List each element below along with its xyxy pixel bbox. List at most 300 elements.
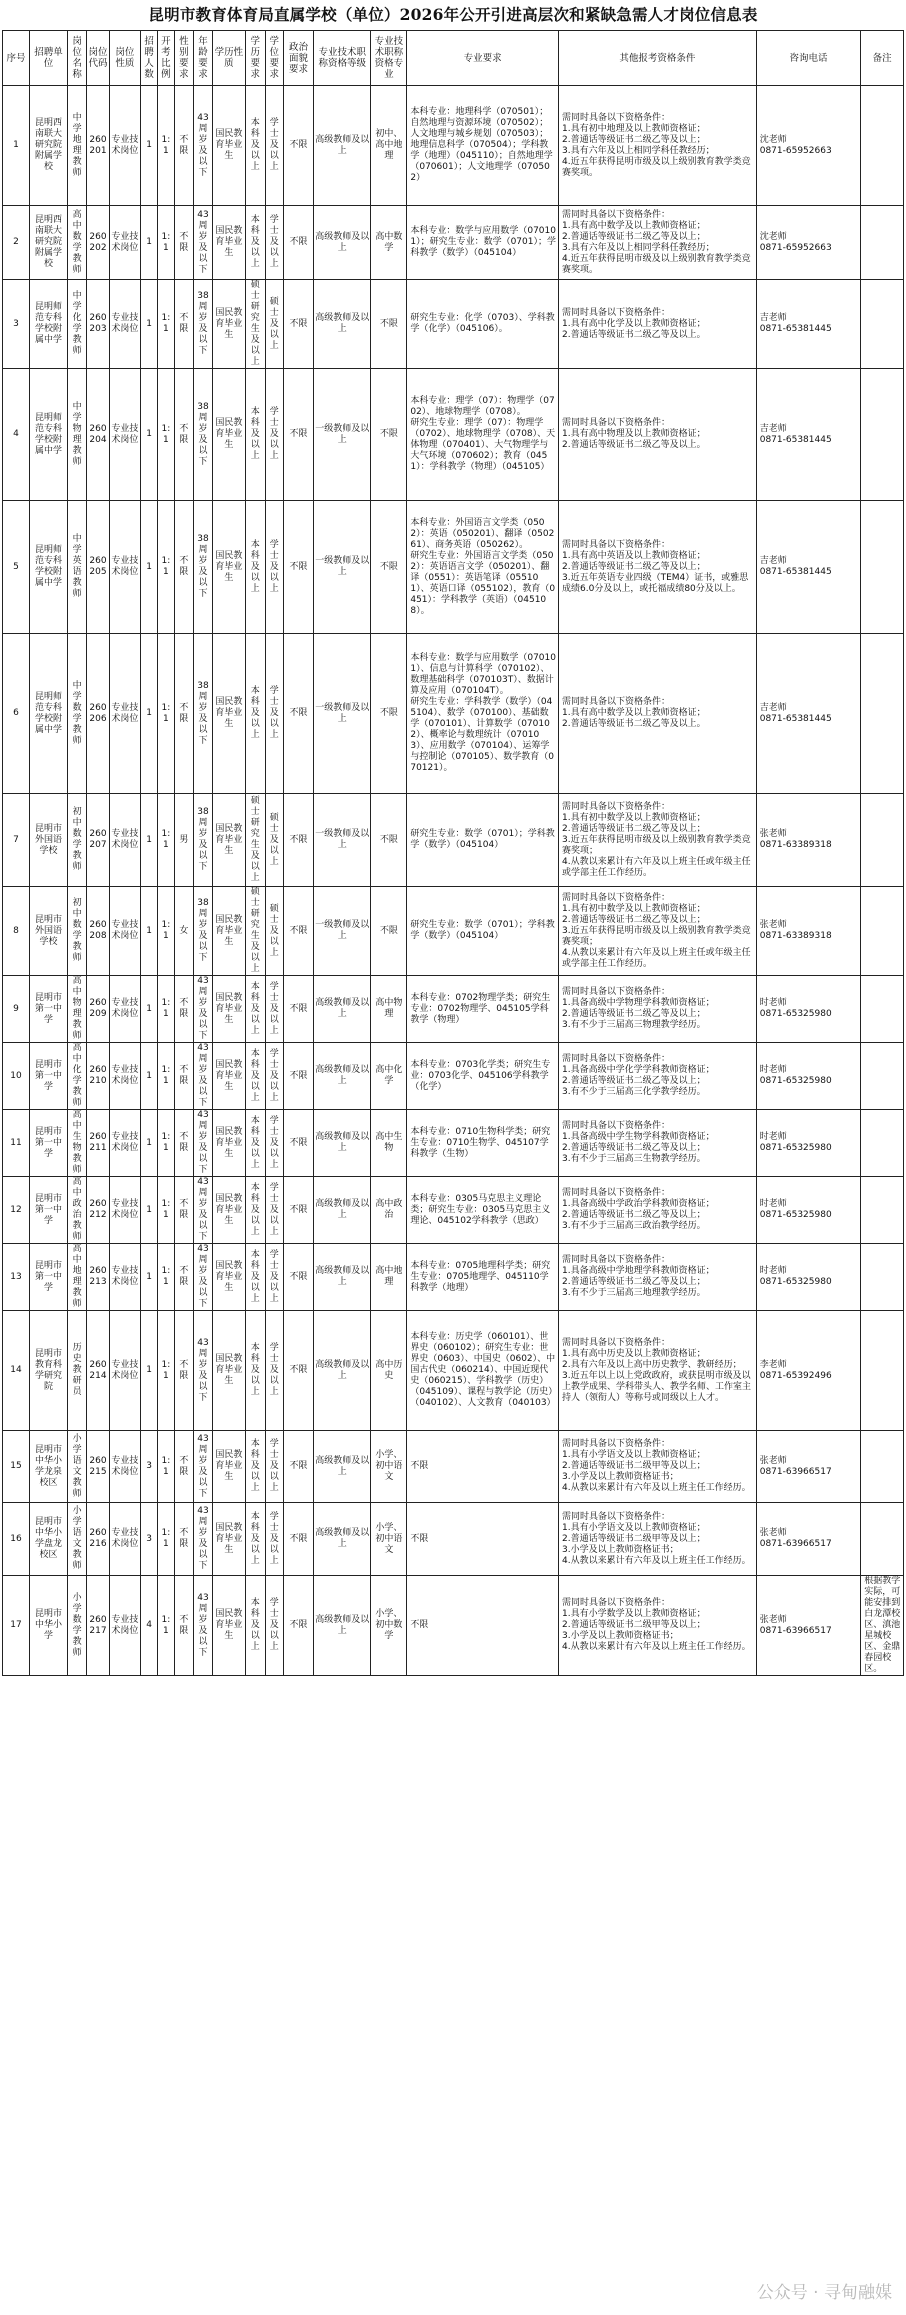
cell-degree: 学士及以上 <box>265 369 283 501</box>
cell-other: 需同时具备以下资格条件： 1.具备高级中学生物学科教师资格证； 2.普通话等级证书二级乙等及以上； 3.有不少于三届高三生物教学经历。 <box>559 1110 757 1177</box>
cell-post: 小学语文教师 <box>68 1503 87 1576</box>
cell-post: 高中化学教师 <box>68 1043 87 1110</box>
cell-political: 不限 <box>283 1503 313 1576</box>
cell-title-major: 不限 <box>371 369 407 501</box>
cell-nature: 专业技术岗位 <box>109 794 140 887</box>
cell-other: 需同时具备以下资格条件： 1.具有高中数学及以上教师资格证； 2.普通话等级证书二级乙等及以上； 3.具有六年及以上相同学科任教经历； 4.近五年获得昆明市级及以上级别教育教学类竞赛奖项。 <box>559 206 757 280</box>
cell-code: 260207 <box>87 794 109 887</box>
cell-edu-type: 国民教育毕业生 <box>213 794 246 887</box>
cell-other: 需同时具备以下资格条件： 1.具有高中英语及以上教师资格证； 2.普通话等级证书二级乙等及以上； 3.近五年英语专业四级（TEM4）证书，或雅思成绩6.0分及以上，或托福成绩80分及以上。 <box>559 501 757 634</box>
cell-edu: 本科及以上 <box>245 634 265 794</box>
cell-edu: 本科及以上 <box>245 1576 265 1676</box>
cell-code: 260208 <box>87 887 109 976</box>
cell-age: 38周岁及以下 <box>193 369 212 501</box>
cell-no: 11 <box>3 1110 30 1177</box>
cell-phone: 时老师 0871-65325980 <box>756 1244 860 1311</box>
cell-nature: 专业技术岗位 <box>109 1244 140 1311</box>
cell-other: 需同时具备以下资格条件： 1.具有小学语文及以上教师资格证； 2.普通话等级证书二级甲等及以上； 3.小学及以上教师资格证书； 4.从教以来累计有六年及以上班主任工作经历。 <box>559 1431 757 1503</box>
cell-age: 43周岁及以下 <box>193 86 212 206</box>
cell-ratio: 1:1 <box>158 1043 175 1110</box>
cell-post: 高中地理教师 <box>68 1244 87 1311</box>
cell-code: 260217 <box>87 1576 109 1676</box>
cell-nature: 专业技术岗位 <box>109 369 140 501</box>
cell-title-level: 高级教师及以上 <box>314 1431 371 1503</box>
cell-title-level: 高级教师及以上 <box>314 1177 371 1244</box>
cell-other: 需同时具备以下资格条件： 1.具备高级中学物理学科教师资格证； 2.普通话等级证书二级乙等及以上； 3.有不少于三届高三物理教学经历。 <box>559 976 757 1043</box>
cell-post: 高中生物教师 <box>68 1110 87 1177</box>
cell-no: 5 <box>3 501 30 634</box>
cell-gender: 不限 <box>174 1576 193 1676</box>
cell-unit: 昆明师范专科学校附属中学 <box>29 280 67 369</box>
cell-title-major: 小学、初中语文 <box>371 1431 407 1503</box>
cell-title-major: 高中历史 <box>371 1311 407 1431</box>
cell-edu: 本科及以上 <box>245 1431 265 1503</box>
table-row <box>3 1110 904 1177</box>
cell-political: 不限 <box>283 976 313 1043</box>
column-header: 学历性质 <box>213 31 246 86</box>
cell-gender: 不限 <box>174 1503 193 1576</box>
cell-phone: 吉老师 0871-65381445 <box>756 280 860 369</box>
cell-other: 需同时具备以下资格条件： 1.具有小学数学及以上教师资格证； 2.普通话等级证书二级甲等及以上； 3.小学及以上教师资格证书； 4.从教以来累计有六年及以上班主任工作经历。 <box>559 1576 757 1676</box>
cell-title-level: 高级教师及以上 <box>314 86 371 206</box>
cell-gender: 不限 <box>174 1311 193 1431</box>
cell-title-level: 高级教师及以上 <box>314 1244 371 1311</box>
cell-code: 260213 <box>87 1244 109 1311</box>
cell-phone: 吉老师 0871-65381445 <box>756 369 860 501</box>
cell-remark <box>861 280 904 369</box>
cell-remark <box>861 1110 904 1177</box>
cell-gender: 不限 <box>174 1177 193 1244</box>
cell-gender: 男 <box>174 794 193 887</box>
cell-ratio: 1:1 <box>158 1431 175 1503</box>
cell-unit: 昆明市第一中学 <box>29 1244 67 1311</box>
cell-no: 1 <box>3 86 30 206</box>
column-header: 招聘单位 <box>29 31 67 86</box>
cell-edu: 硕士研究生及以上 <box>245 887 265 976</box>
column-header: 专业技术职称资格等级 <box>314 31 371 86</box>
column-header: 开考比例 <box>158 31 175 86</box>
cell-no: 12 <box>3 1177 30 1244</box>
cell-ratio: 1:1 <box>158 369 175 501</box>
cell-political: 不限 <box>283 86 313 206</box>
cell-unit: 昆明西南联大研究院附属学校 <box>29 206 67 280</box>
cell-title-major: 不限 <box>371 280 407 369</box>
cell-phone: 张老师 0871-63966517 <box>756 1431 860 1503</box>
cell-code: 260214 <box>87 1311 109 1431</box>
cell-title-level: 高级教师及以上 <box>314 1503 371 1576</box>
cell-unit: 昆明市中华小学盘龙校区 <box>29 1503 67 1576</box>
cell-edu-type: 国民教育毕业生 <box>213 1244 246 1311</box>
cell-code: 260202 <box>87 206 109 280</box>
cell-unit: 昆明市第一中学 <box>29 1043 67 1110</box>
cell-degree: 学士及以上 <box>265 1311 283 1431</box>
cell-gender: 不限 <box>174 369 193 501</box>
cell-degree: 学士及以上 <box>265 86 283 206</box>
cell-edu: 硕士研究生及以上 <box>245 280 265 369</box>
cell-code: 260210 <box>87 1043 109 1110</box>
cell-no: 15 <box>3 1431 30 1503</box>
cell-count: 1 <box>141 369 158 501</box>
cell-ratio: 1:1 <box>158 1503 175 1576</box>
cell-no: 14 <box>3 1311 30 1431</box>
cell-ratio: 1:1 <box>158 887 175 976</box>
cell-post: 历史教研员 <box>68 1311 87 1431</box>
cell-gender: 不限 <box>174 1110 193 1177</box>
cell-edu-type: 国民教育毕业生 <box>213 1110 246 1177</box>
column-header: 序号 <box>3 31 30 86</box>
cell-title-major: 不限 <box>371 501 407 634</box>
cell-title-level: 一级教师及以上 <box>314 794 371 887</box>
cell-phone: 时老师 0871-65325980 <box>756 976 860 1043</box>
cell-code: 260216 <box>87 1503 109 1576</box>
cell-phone: 沈老师 0871-65952663 <box>756 206 860 280</box>
cell-title-major: 不限 <box>371 887 407 976</box>
cell-nature: 专业技术岗位 <box>109 1503 140 1576</box>
cell-phone: 张老师 0871-63966517 <box>756 1503 860 1576</box>
cell-title-major: 高中地理 <box>371 1244 407 1311</box>
cell-post: 初中数学教师 <box>68 794 87 887</box>
cell-title-major: 高中生物 <box>371 1110 407 1177</box>
cell-edu: 硕士研究生及以上 <box>245 794 265 887</box>
cell-title-level: 一级教师及以上 <box>314 634 371 794</box>
cell-remark <box>861 887 904 976</box>
cell-remark <box>861 634 904 794</box>
cell-degree: 学士及以上 <box>265 1177 283 1244</box>
cell-edu: 本科及以上 <box>245 206 265 280</box>
cell-no: 7 <box>3 794 30 887</box>
cell-phone: 沈老师 0871-65952663 <box>756 86 860 206</box>
cell-post: 高中数学教师 <box>68 206 87 280</box>
cell-unit: 昆明市教育科学研究院 <box>29 1311 67 1431</box>
cell-unit: 昆明市外国语学校 <box>29 794 67 887</box>
cell-political: 不限 <box>283 1177 313 1244</box>
cell-unit: 昆明市中华小学龙泉校区 <box>29 1431 67 1503</box>
cell-major: 本科专业：历史学（060101）、世界史（060102）；研究生专业：世界史（0603）、中国史（0602）、中国古代史（060214）、中国近现代史（060215）、学科教学（历史）（045109）、课程与教学论（历史）（040102）、人文教育（040103） <box>407 1311 559 1431</box>
cell-edu: 本科及以上 <box>245 976 265 1043</box>
cell-edu: 本科及以上 <box>245 1177 265 1244</box>
cell-title-major: 高中物理 <box>371 976 407 1043</box>
cell-other: 需同时具备以下资格条件： 1.具有高中历史及以上教师资格证； 2.具有六年及以上高中历史教学、教研经历； 3.近五年以上以上党政政府，或获昆明市级及以上教学成果、学科带头人、教学名师、工作室主持人（领衔人）等称号或同级以上人才。 <box>559 1311 757 1431</box>
cell-age: 43周岁及以下 <box>193 1311 212 1431</box>
cell-major: 本科专业：0305马克思主义理论类；研究生专业：0305马克思主义理论、045102学科教学（思政） <box>407 1177 559 1244</box>
cell-other: 需同时具备以下资格条件： 1.具备高级中学政治学科教师资格证； 2.普通话等级证书二级乙等及以上； 3.有不少于三届高三政治教学经历。 <box>559 1177 757 1244</box>
cell-edu-type: 国民教育毕业生 <box>213 280 246 369</box>
cell-nature: 专业技术岗位 <box>109 1431 140 1503</box>
column-header: 学位要求 <box>265 31 283 86</box>
cell-major: 本科专业：地理科学（070501）；自然地理与资源环境（070502）；人文地理与城乡规划（070503）；地理信息科学（070504）；学科教学（地理）（045110）；自然地理学（070601）；人文地理学（070502） <box>407 86 559 206</box>
cell-political: 不限 <box>283 501 313 634</box>
cell-degree: 学士及以上 <box>265 976 283 1043</box>
table-row <box>3 1431 904 1503</box>
cell-major: 不限 <box>407 1576 559 1676</box>
cell-edu-type: 国民教育毕业生 <box>213 634 246 794</box>
cell-count: 1 <box>141 86 158 206</box>
column-header: 政治面貌要求 <box>283 31 313 86</box>
cell-edu: 本科及以上 <box>245 1043 265 1110</box>
column-header: 年龄要求 <box>193 31 212 86</box>
cell-count: 1 <box>141 794 158 887</box>
cell-post: 中学英语教师 <box>68 501 87 634</box>
table-row <box>3 1503 904 1576</box>
cell-edu: 本科及以上 <box>245 369 265 501</box>
cell-age: 43周岁及以下 <box>193 1110 212 1177</box>
cell-gender: 不限 <box>174 206 193 280</box>
cell-count: 4 <box>141 1576 158 1676</box>
cell-remark <box>861 1177 904 1244</box>
cell-degree: 学士及以上 <box>265 1431 283 1503</box>
table-row <box>3 1576 904 1676</box>
cell-degree: 学士及以上 <box>265 1244 283 1311</box>
cell-political: 不限 <box>283 280 313 369</box>
cell-age: 43周岁及以下 <box>193 1503 212 1576</box>
cell-major: 研究生专业：数学（0701）；学科教学（数学）（045104） <box>407 887 559 976</box>
cell-count: 3 <box>141 1431 158 1503</box>
cell-nature: 专业技术岗位 <box>109 1576 140 1676</box>
cell-title-major: 小学、初中语文 <box>371 1503 407 1576</box>
cell-degree: 学士及以上 <box>265 1576 283 1676</box>
cell-code: 260204 <box>87 369 109 501</box>
cell-unit: 昆明市第一中学 <box>29 1177 67 1244</box>
table-row <box>3 1311 904 1431</box>
cell-age: 43周岁及以下 <box>193 1043 212 1110</box>
cell-age: 38周岁及以下 <box>193 501 212 634</box>
cell-ratio: 1:1 <box>158 206 175 280</box>
column-header: 学历要求 <box>245 31 265 86</box>
cell-gender: 不限 <box>174 634 193 794</box>
cell-count: 1 <box>141 1177 158 1244</box>
cell-count: 1 <box>141 206 158 280</box>
cell-remark <box>861 206 904 280</box>
cell-age: 43周岁及以下 <box>193 1244 212 1311</box>
cell-phone: 张老师 0871-63966517 <box>756 1576 860 1676</box>
cell-edu-type: 国民教育毕业生 <box>213 1043 246 1110</box>
cell-count: 1 <box>141 1244 158 1311</box>
cell-remark <box>861 501 904 634</box>
cell-title-major: 初中、高中地理 <box>371 86 407 206</box>
cell-phone: 吉老师 0871-65381445 <box>756 634 860 794</box>
cell-post: 中学地理教师 <box>68 86 87 206</box>
cell-remark <box>861 1311 904 1431</box>
cell-phone: 吉老师 0871-65381445 <box>756 501 860 634</box>
cell-other: 需同时具备以下资格条件： 1.具有高中化学及以上教师资格证； 2.普通话等级证书二级乙等及以上。 <box>559 280 757 369</box>
cell-major: 本科专业：0702物理学类；研究生专业：0702物理学、045105学科教学（物理） <box>407 976 559 1043</box>
watermark: 公众号 · 寻甸融媒 <box>756 2283 892 2303</box>
cell-no: 13 <box>3 1244 30 1311</box>
cell-remark <box>861 1244 904 1311</box>
cell-code: 260212 <box>87 1177 109 1244</box>
cell-phone: 张老师 0871-63389318 <box>756 887 860 976</box>
cell-title-major: 不限 <box>371 634 407 794</box>
cell-edu-type: 国民教育毕业生 <box>213 1576 246 1676</box>
cell-title-level: 高级教师及以上 <box>314 280 371 369</box>
cell-ratio: 1:1 <box>158 1244 175 1311</box>
cell-major: 不限 <box>407 1503 559 1576</box>
cell-code: 260203 <box>87 280 109 369</box>
table-row <box>3 976 904 1043</box>
cell-major: 本科专业：理学（07）：物理学（0702）、地球物理学（0708）。 研究生专业：理学（07）：物理学（0702）、地球物理学（0708）、天体物理（070401）、大气物理学与大气环境（070602）；教育（0451）：学科教学（物理）（045105） <box>407 369 559 501</box>
cell-post: 中学数学教师 <box>68 634 87 794</box>
cell-ratio: 1:1 <box>158 1110 175 1177</box>
table-row <box>3 501 904 634</box>
cell-title-major: 高中数学 <box>371 206 407 280</box>
cell-ratio: 1:1 <box>158 1311 175 1431</box>
cell-other: 需同时具备以下资格条件： 1.具有高中数学及以上教师资格证； 2.普通话等级证书二级乙等及以上。 <box>559 634 757 794</box>
cell-nature: 专业技术岗位 <box>109 86 140 206</box>
cell-nature: 专业技术岗位 <box>109 206 140 280</box>
cell-nature: 专业技术岗位 <box>109 1311 140 1431</box>
cell-other: 需同时具备以下资格条件： 1.具有小学语文及以上教师资格证； 2.普通话等级证书二级甲等及以上； 3.小学及以上教师资格证书； 4.从教以来累计有六年及以上班主任工作经历。 <box>559 1503 757 1576</box>
cell-gender: 不限 <box>174 1244 193 1311</box>
cell-gender: 不限 <box>174 86 193 206</box>
cell-edu: 本科及以上 <box>245 501 265 634</box>
table-row <box>3 634 904 794</box>
cell-ratio: 1:1 <box>158 86 175 206</box>
cell-title-major: 高中政治 <box>371 1177 407 1244</box>
column-header: 其他报考资格条件 <box>559 31 757 86</box>
cell-no: 4 <box>3 369 30 501</box>
cell-age: 38周岁及以下 <box>193 634 212 794</box>
cell-edu-type: 国民教育毕业生 <box>213 501 246 634</box>
cell-edu-type: 国民教育毕业生 <box>213 1177 246 1244</box>
cell-nature: 专业技术岗位 <box>109 1043 140 1110</box>
cell-edu-type: 国民教育毕业生 <box>213 1311 246 1431</box>
cell-edu: 本科及以上 <box>245 1503 265 1576</box>
cell-edu-type: 国民教育毕业生 <box>213 369 246 501</box>
cell-nature: 专业技术岗位 <box>109 501 140 634</box>
cell-code: 260205 <box>87 501 109 634</box>
cell-gender: 不限 <box>174 280 193 369</box>
cell-post: 小学数学教师 <box>68 1576 87 1676</box>
table-row <box>3 794 904 887</box>
column-header: 咨询电话 <box>756 31 860 86</box>
cell-title-level: 高级教师及以上 <box>314 1043 371 1110</box>
cell-political: 不限 <box>283 1311 313 1431</box>
cell-nature: 专业技术岗位 <box>109 280 140 369</box>
cell-count: 3 <box>141 1503 158 1576</box>
cell-age: 43周岁及以下 <box>193 206 212 280</box>
table-row <box>3 887 904 976</box>
table-row <box>3 369 904 501</box>
cell-ratio: 1:1 <box>158 1177 175 1244</box>
cell-edu: 本科及以上 <box>245 1244 265 1311</box>
cell-no: 2 <box>3 206 30 280</box>
column-header: 岗位代码 <box>87 31 109 86</box>
cell-ratio: 1:1 <box>158 976 175 1043</box>
cell-age: 43周岁及以下 <box>193 976 212 1043</box>
cell-unit: 昆明西南联大研究院附属学校 <box>29 86 67 206</box>
cell-unit: 昆明师范专科学校附属中学 <box>29 501 67 634</box>
cell-political: 不限 <box>283 1043 313 1110</box>
cell-no: 6 <box>3 634 30 794</box>
cell-political: 不限 <box>283 794 313 887</box>
cell-gender: 女 <box>174 887 193 976</box>
cell-count: 1 <box>141 501 158 634</box>
cell-nature: 专业技术岗位 <box>109 1110 140 1177</box>
cell-nature: 专业技术岗位 <box>109 1177 140 1244</box>
cell-code: 260215 <box>87 1431 109 1503</box>
cell-ratio: 1:1 <box>158 1576 175 1676</box>
cell-edu-type: 国民教育毕业生 <box>213 1503 246 1576</box>
cell-major: 本科专业：0703化学类；研究生专业：0703化学、045106学科教学（化学） <box>407 1043 559 1110</box>
cell-no: 10 <box>3 1043 30 1110</box>
cell-title-level: 一级教师及以上 <box>314 501 371 634</box>
cell-title-level: 高级教师及以上 <box>314 1110 371 1177</box>
column-header: 岗位性质 <box>109 31 140 86</box>
cell-political: 不限 <box>283 206 313 280</box>
page-title: 昆明市教育体育局直属学校（单位）2026年公开引进高层次和紧缺急需人才岗位信息表 <box>148 5 758 24</box>
cell-unit: 昆明市第一中学 <box>29 1110 67 1177</box>
cell-unit: 昆明师范专科学校附属中学 <box>29 369 67 501</box>
cell-degree: 硕士及以上 <box>265 280 283 369</box>
column-header: 岗位名称 <box>68 31 87 86</box>
cell-unit: 昆明师范专科学校附属中学 <box>29 634 67 794</box>
cell-title-level: 高级教师及以上 <box>314 1576 371 1676</box>
cell-major: 本科专业：0705地理科学类；研究生专业：0705地理学、045110学科教学（地理） <box>407 1244 559 1311</box>
cell-degree: 硕士及以上 <box>265 794 283 887</box>
cell-political: 不限 <box>283 1110 313 1177</box>
column-header: 招聘人数 <box>141 31 158 86</box>
table-row <box>3 1244 904 1311</box>
cell-age: 38周岁及以下 <box>193 887 212 976</box>
cell-age: 43周岁及以下 <box>193 1177 212 1244</box>
cell-code: 260209 <box>87 976 109 1043</box>
cell-code: 260206 <box>87 634 109 794</box>
cell-nature: 专业技术岗位 <box>109 887 140 976</box>
cell-degree: 学士及以上 <box>265 206 283 280</box>
cell-degree: 学士及以上 <box>265 634 283 794</box>
cell-no: 17 <box>3 1576 30 1676</box>
cell-major: 研究生专业：数学（0701）；学科教学（数学）（045104） <box>407 794 559 887</box>
cell-phone: 张老师 0871-63389318 <box>756 794 860 887</box>
cell-gender: 不限 <box>174 1043 193 1110</box>
cell-unit: 昆明市中华小学 <box>29 1576 67 1676</box>
cell-age: 43周岁及以下 <box>193 1576 212 1676</box>
cell-phone: 时老师 0871-65325980 <box>756 1177 860 1244</box>
cell-remark <box>861 369 904 501</box>
cell-other: 需同时具备以下资格条件： 1.具有初中地理及以上教师资格证； 2.普通话等级证书二级乙等及以上； 3.具有六年及以上相同学科任教经历； 4.近五年获得昆明市级及以上级别教育教学类竞赛奖项。 <box>559 86 757 206</box>
cell-remark <box>861 1431 904 1503</box>
table-row <box>3 206 904 280</box>
cell-major: 本科专业：数学与应用数学（070101）、信息与计算科学（070102）、数理基础科学（070103T）、数据计算及应用（070104T）。 研究生专业：学科教学（数学）（045104）、数学（070100）、基础数学（070101）、计算数学（070102）、概率论与数理统计（070103）、应用数学（070104）、运筹学与控制论（070105）、数学教育（070121）。 <box>407 634 559 794</box>
cell-age: 38周岁及以下 <box>193 794 212 887</box>
cell-political: 不限 <box>283 634 313 794</box>
cell-major: 本科专业：0710生物科学类；研究生专业：0710生物学、045107学科教学（生物） <box>407 1110 559 1177</box>
cell-title-level: 高级教师及以上 <box>314 976 371 1043</box>
cell-title-level: 高级教师及以上 <box>314 206 371 280</box>
cell-code: 260201 <box>87 86 109 206</box>
cell-post: 初中数学教师 <box>68 887 87 976</box>
cell-degree: 学士及以上 <box>265 1503 283 1576</box>
column-header: 性别要求 <box>174 31 193 86</box>
column-header: 专业技术职称资格专业 <box>371 31 407 86</box>
cell-edu: 本科及以上 <box>245 1311 265 1431</box>
cell-remark <box>861 976 904 1043</box>
cell-edu-type: 国民教育毕业生 <box>213 86 246 206</box>
cell-code: 260211 <box>87 1110 109 1177</box>
column-header: 备注 <box>861 31 904 86</box>
cell-no: 3 <box>3 280 30 369</box>
cell-remark: 根据教学实际，可能安排到白龙潭校区、滇池星城校区、金鼎春园校区。 <box>861 1576 904 1676</box>
cell-post: 中学化学教师 <box>68 280 87 369</box>
cell-gender: 不限 <box>174 976 193 1043</box>
cell-political: 不限 <box>283 1244 313 1311</box>
cell-ratio: 1:1 <box>158 280 175 369</box>
cell-age: 38周岁及以下 <box>193 280 212 369</box>
cell-major: 不限 <box>407 1431 559 1503</box>
cell-count: 1 <box>141 1311 158 1431</box>
cell-degree: 学士及以上 <box>265 1043 283 1110</box>
cell-political: 不限 <box>283 1431 313 1503</box>
